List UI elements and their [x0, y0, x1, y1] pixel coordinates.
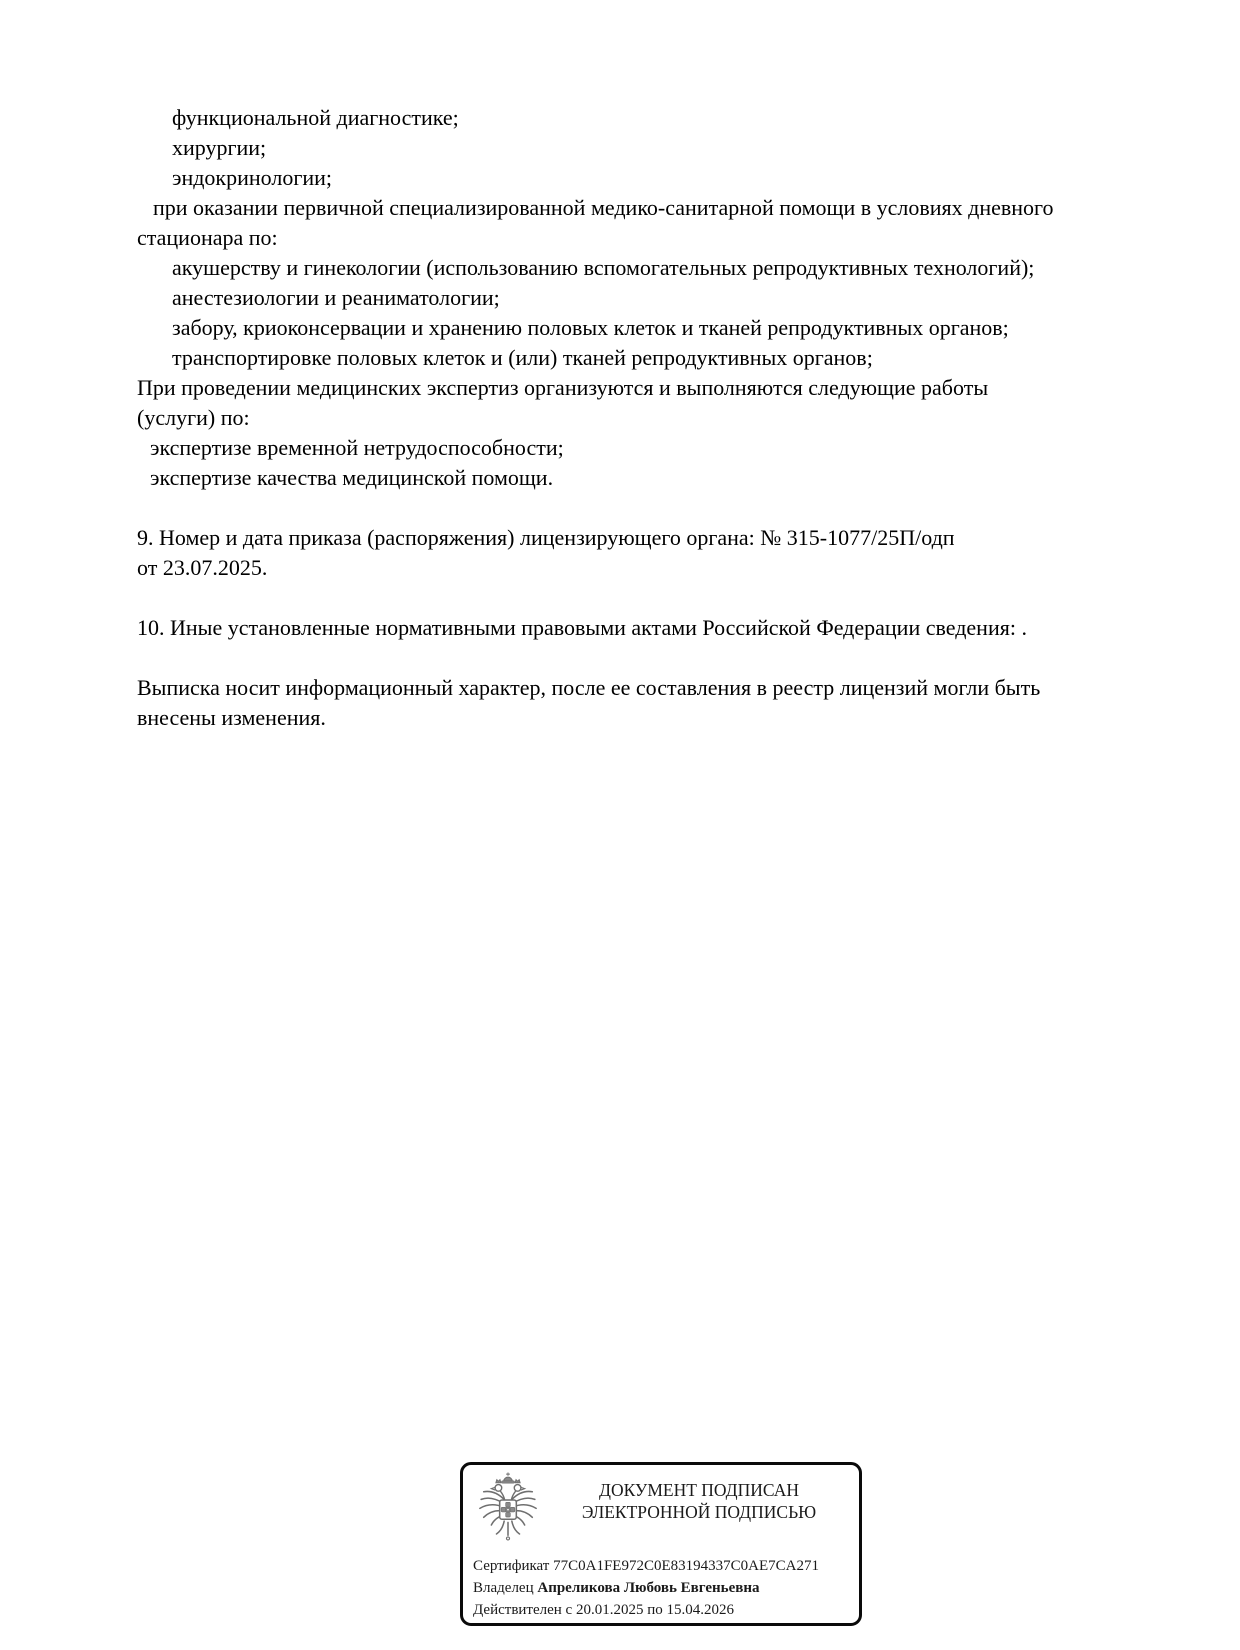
- disclaimer-line: внесены изменения.: [137, 705, 326, 730]
- disclaimer-line: Выписка носит информационный характер, после ее составления в реестр лицензий могли быть: [137, 675, 1041, 700]
- doc-line: (услуги) по:: [137, 405, 250, 430]
- doc-line: забору, криоконсервации и хранению половых клеток и тканей репродуктивных органов;: [172, 315, 1009, 340]
- certificate-label: Сертификат: [473, 1558, 550, 1574]
- stamp-title-line1: ДОКУМЕНТ ПОДПИСАН: [599, 1480, 799, 1500]
- owner-row: [473, 1577, 851, 1599]
- stamp-title: [547, 1479, 851, 1523]
- doc-line: транспортировке половых клеток и (или) тканей репродуктивных органов;: [172, 345, 873, 370]
- stamp-title-line2: ЭЛЕКТРОННОЙ ПОДПИСЬЮ: [581, 1502, 817, 1522]
- stamp-details: [473, 1555, 851, 1621]
- doc-line: функциональной диагностике;: [172, 105, 459, 130]
- document-body: [137, 103, 1177, 733]
- doc-line: при оказании первичной специализированной медико-санитарной помощи в условиях дневного: [153, 195, 1054, 220]
- validity-text: Действителен с 20.01.2025 по 15.04.2026: [473, 1602, 734, 1618]
- owner-label: Владелец: [473, 1580, 534, 1596]
- signature-stamp: [460, 1462, 862, 1626]
- doc-line: эндокринологии;: [172, 165, 333, 190]
- doc-line: анестезиологии и реаниматологии;: [172, 285, 500, 310]
- doc-line: экспертизе временной нетрудоспособности;: [150, 435, 564, 460]
- other-info-line: 10. Иные установленные нормативными правовыми актами Российской Федерации сведения: .: [137, 615, 1027, 640]
- certificate-row: [473, 1555, 851, 1577]
- doc-line: стационара по:: [137, 225, 278, 250]
- roszdravnadzor-emblem-icon: [476, 1471, 540, 1547]
- certificate-value: 77C0A1FE972C0E83194337C0AE7CA271: [553, 1558, 819, 1574]
- validity-row: [473, 1599, 851, 1621]
- doc-line: акушерству и гинекологии (использованию вспомогательных репродуктивных технологий);: [172, 255, 1035, 280]
- doc-line: экспертизе качества медицинской помощи.: [150, 465, 554, 490]
- owner-name: Апреликова Любовь Евгеньевна: [537, 1580, 760, 1596]
- doc-line: При проведении медицинских экспертиз организуются и выполняются следующие работы: [137, 375, 989, 400]
- order-date-line: от 23.07.2025.: [137, 555, 268, 580]
- order-number-line: 9. Номер и дата приказа (распоряжения) лицензирующего органа: № 315-1077/25П/одп: [137, 525, 955, 550]
- doc-line: хирургии;: [172, 135, 267, 160]
